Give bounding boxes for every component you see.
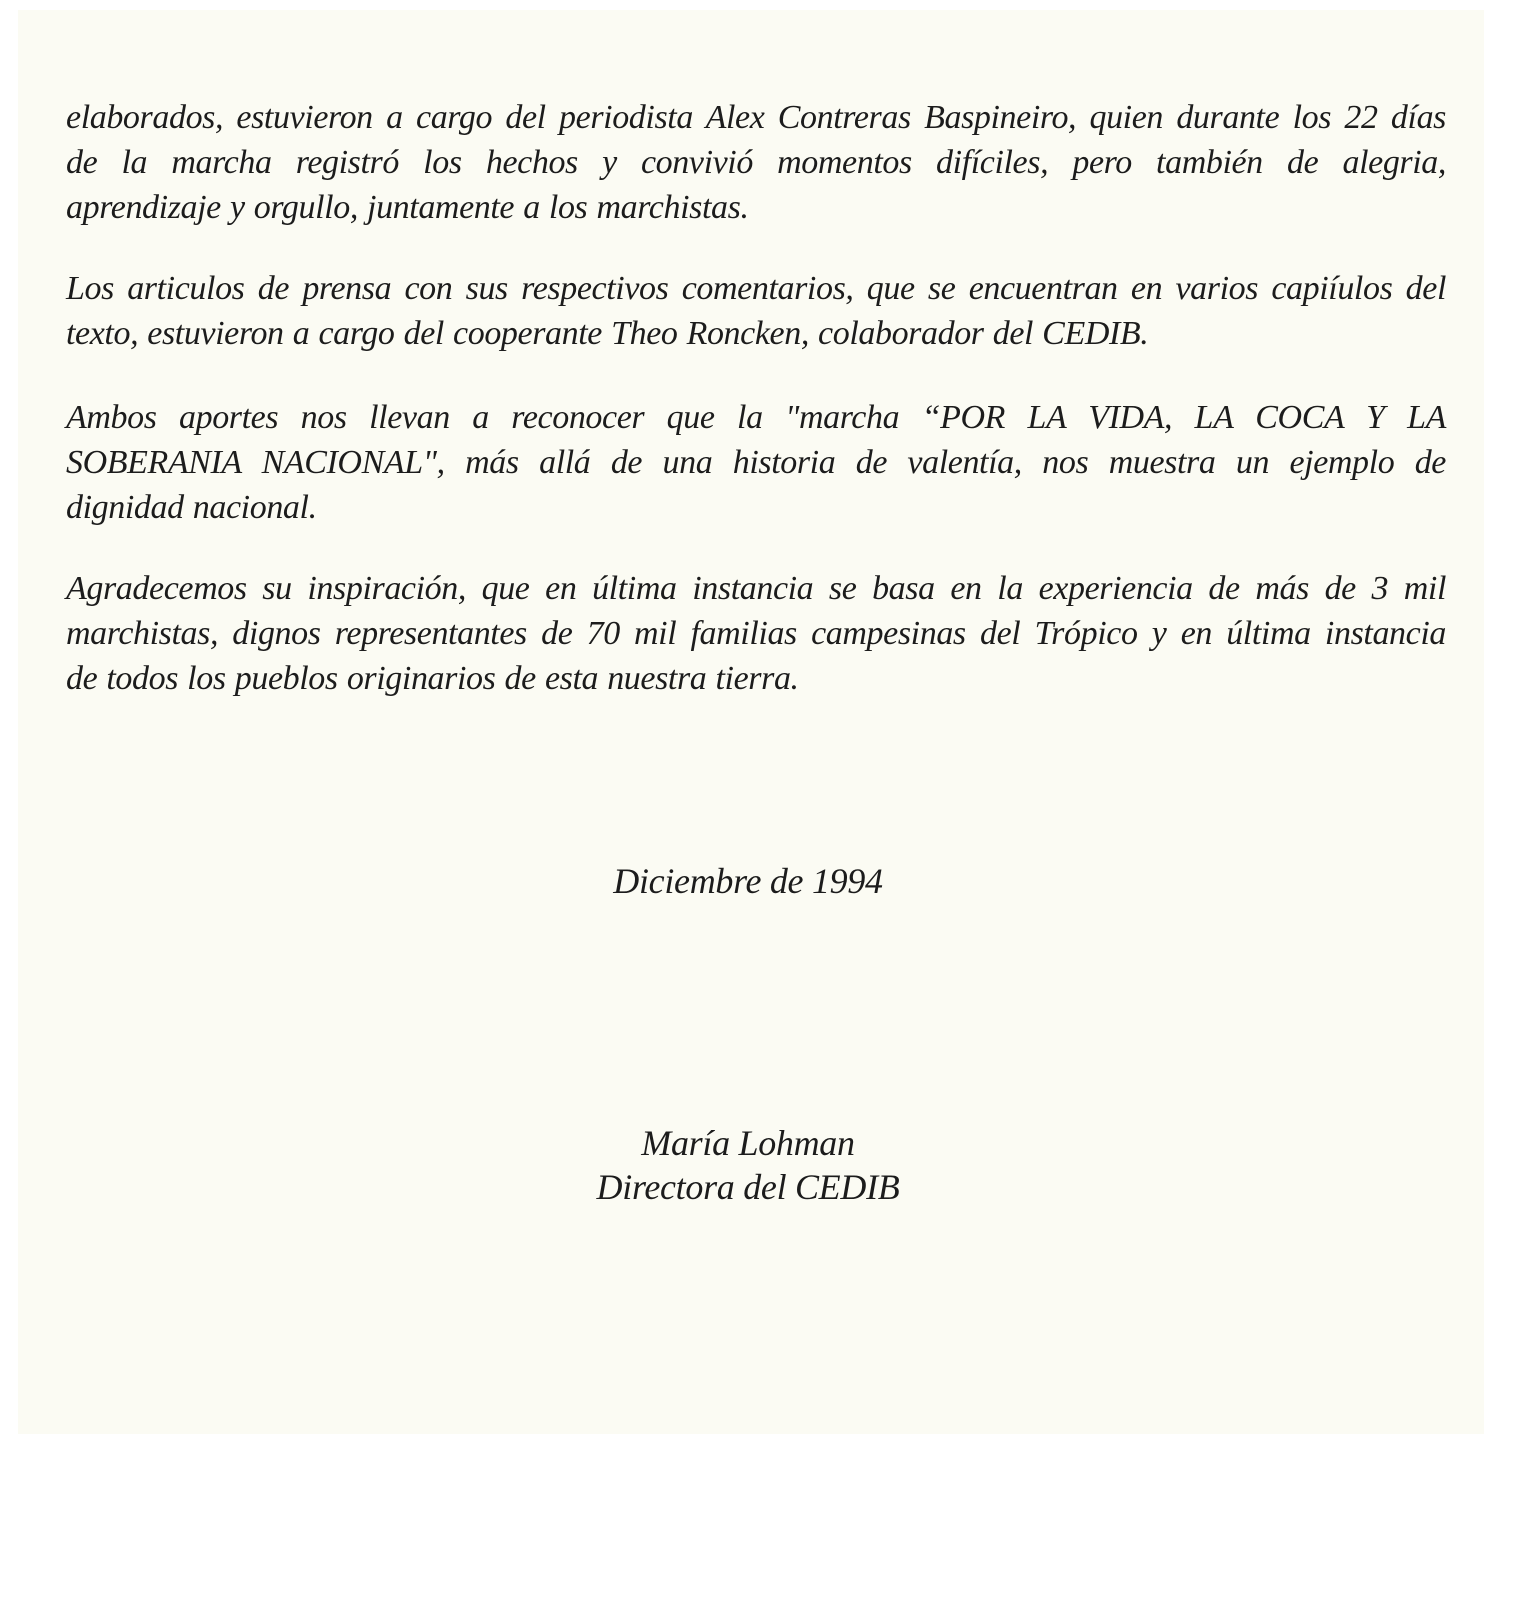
paragraph-line: texto, estuvieron a cargo del cooperante Theo Roncken, colaborador del CEDIB. [66,315,1149,352]
paragraph-line: Ambos aportes nos llevan a reconocer que la "marcha “POR LA VIDA, LA COCA Y LA [66,399,1446,436]
paragraph-line: Los articulos de prensa con sus respectivos comentarios, que se encuentran en varios capiíulos del [66,270,1446,307]
paragraph-line: dignidad nacional. [66,489,317,526]
paragraph-line: SOBERANIA NACIONAL", más allá de una historia de valentía, nos muestra un ejemplo de [66,444,1446,481]
paragraph-line: aprendizaje y orgullo, juntamente a los marchistas. [66,189,749,226]
paragraph-line: elaborados, estuvieron a cargo del periodista Alex Contreras Baspineiro, quien durante los 22 días [66,99,1446,136]
document-date: Diciembre de 1994 [613,861,883,901]
document-page [18,10,1484,1434]
paragraph-1 [66,95,1446,230]
signature-title: Directora del CEDIB [596,1167,900,1207]
paragraph-4 [66,566,1446,701]
paragraph-line: de todos los pueblos originarios de esta nuestra tierra. [66,660,799,697]
signature-name: María Lohman [641,1123,855,1163]
paragraph-line: de la marcha registró los hechos y convivió momentos difíciles, pero también de alegria, [66,144,1446,181]
paragraph-line: Agradecemos su inspiración, que en última instancia se basa en la experiencia de más de 3 mil [66,570,1446,607]
paragraph-3 [66,395,1446,530]
paragraph-line: marchistas, dignos representantes de 70 mil familias campesinas del Trópico y en última instancia [66,615,1446,652]
paragraph-2 [66,266,1446,356]
